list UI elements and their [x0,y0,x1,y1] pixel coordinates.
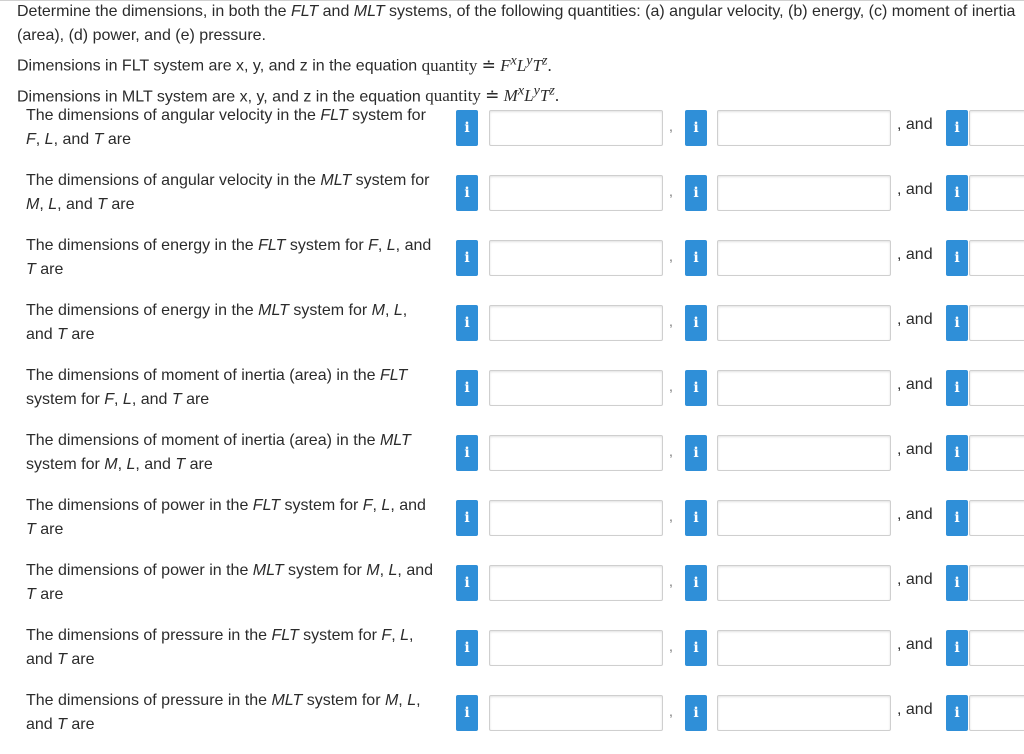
exponent-input-x[interactable] [489,565,663,601]
info-icon[interactable]: i [456,435,478,471]
comma-separator: , [669,573,673,589]
exponent-input-y[interactable] [717,565,891,601]
info-icon[interactable]: i [456,630,478,666]
info-icon[interactable]: i [685,565,707,601]
exponent-input-z[interactable] [969,305,1024,341]
info-icon[interactable]: i [456,695,478,731]
exponent-input-x[interactable] [489,500,663,536]
exponent-input-x[interactable] [489,370,663,406]
exponent-input-z[interactable] [969,630,1024,666]
and-separator: , and [897,116,933,133]
row-prompt: The dimensions of power in the FLT system for F, L, and T are [26,497,426,538]
answer-row [0,364,1024,429]
exponent-input-z[interactable] [969,435,1024,471]
answer-row [0,689,1024,754]
mlt-equation-label: Dimensions in MLT system are x, y, and z in the equation [17,88,421,106]
exponent-input-x[interactable] [489,435,663,471]
comma-separator: , [669,378,673,394]
info-icon[interactable]: i [946,175,968,211]
flt-equation-line [17,48,1017,79]
answer-row [0,169,1024,234]
and-separator: , and [897,571,933,588]
exponent-input-y[interactable] [717,435,891,471]
row-prompt: The dimensions of pressure in the FLT system for F, L, and T are [26,627,414,668]
answer-row [0,299,1024,364]
exponent-input-z[interactable] [969,240,1024,276]
info-icon[interactable]: i [456,240,478,276]
comma-separator: , [669,248,673,264]
info-icon[interactable]: i [946,630,968,666]
info-icon[interactable]: i [456,110,478,146]
exponent-input-y[interactable] [717,695,891,731]
exponent-input-z[interactable] [969,695,1024,731]
flt-equation-label: Dimensions in FLT system are x, y, and z in the equation [17,57,418,75]
exponent-input-y[interactable] [717,630,891,666]
info-icon[interactable]: i [456,565,478,601]
info-icon[interactable]: i [685,175,707,211]
info-icon[interactable]: i [456,500,478,536]
mlt-equation: quantity ≐ $M^xL^yT^z$. [425,82,560,106]
answer-row [0,234,1024,299]
row-prompt: The dimensions of angular velocity in the FLT system for F, L, and T are [26,107,426,148]
and-separator: , and [897,636,933,653]
info-icon[interactable]: i [456,175,478,211]
and-separator: , and [897,376,933,393]
comma-separator: , [669,183,673,199]
exponent-input-z[interactable] [969,500,1024,536]
comma-separator: , [669,703,673,719]
info-icon[interactable]: i [685,305,707,341]
exponent-input-z[interactable] [969,175,1024,211]
and-separator: , and [897,246,933,263]
info-icon[interactable]: i [685,695,707,731]
info-icon[interactable]: i [946,240,968,276]
exponent-input-z[interactable] [969,110,1024,146]
row-prompt: The dimensions of moment of inertia (area) in the MLT system for M, L, and T are [26,432,411,473]
exponent-input-x[interactable] [489,695,663,731]
info-icon[interactable]: i [685,500,707,536]
comma-separator: , [669,508,673,524]
exponent-input-x[interactable] [489,305,663,341]
info-icon[interactable]: i [685,370,707,406]
answer-row [0,104,1024,169]
info-icon[interactable]: i [685,110,707,146]
info-icon[interactable]: i [946,695,968,731]
exponent-input-y[interactable] [717,305,891,341]
comma-separator: , [669,443,673,459]
comma-separator: , [669,313,673,329]
info-icon[interactable]: i [456,370,478,406]
comma-separator: , [669,638,673,654]
exponent-input-y[interactable] [717,500,891,536]
info-icon[interactable]: i [946,110,968,146]
exponent-input-z[interactable] [969,565,1024,601]
row-prompt: The dimensions of power in the MLT system for M, L, and T are [26,562,434,603]
exponent-input-y[interactable] [717,175,891,211]
exponent-input-x[interactable] [489,630,663,666]
exponent-input-x[interactable] [489,240,663,276]
exponent-input-y[interactable] [717,240,891,276]
info-icon[interactable]: i [685,435,707,471]
comma-separator: , [669,118,673,134]
info-icon[interactable]: i [946,500,968,536]
question-header [17,0,1017,109]
and-separator: , and [897,701,933,718]
row-prompt: The dimensions of energy in the FLT system for F, L, and T are [26,237,432,278]
row-prompt: The dimensions of energy in the MLT system for M, L, and T are [26,302,408,343]
info-icon[interactable]: i [946,305,968,341]
info-icon[interactable]: i [456,305,478,341]
row-prompt: The dimensions of moment of inertia (area) in the FLT system for F, L, and T are [26,367,408,408]
info-icon[interactable]: i [685,240,707,276]
exponent-input-x[interactable] [489,110,663,146]
exponent-input-y[interactable] [717,110,891,146]
info-icon[interactable]: i [946,435,968,471]
exponent-input-y[interactable] [717,370,891,406]
answer-row [0,429,1024,494]
and-separator: , and [897,311,933,328]
info-icon[interactable]: i [946,370,968,406]
question-text: Determine the dimensions, in both the FLT and MLT systems, of the following quantities: (a) angular velocity, (b) energy, (c) moment of inertia (area), (d) power, and (e) pressure. [17,3,1016,44]
info-icon[interactable]: i [685,630,707,666]
row-prompt: The dimensions of pressure in the MLT system for M, L, and T are [26,692,421,733]
and-separator: , and [897,506,933,523]
answer-row [0,624,1024,689]
info-icon[interactable]: i [946,565,968,601]
exponent-input-z[interactable] [969,370,1024,406]
exponent-input-x[interactable] [489,175,663,211]
and-separator: , and [897,441,933,458]
and-separator: , and [897,181,933,198]
flt-equation: quantity ≐ $F^xL^yT^z$. [421,52,552,75]
answer-row [0,559,1024,624]
answer-row [0,494,1024,559]
row-prompt: The dimensions of angular velocity in the MLT system for M, L, and T are [26,172,430,213]
